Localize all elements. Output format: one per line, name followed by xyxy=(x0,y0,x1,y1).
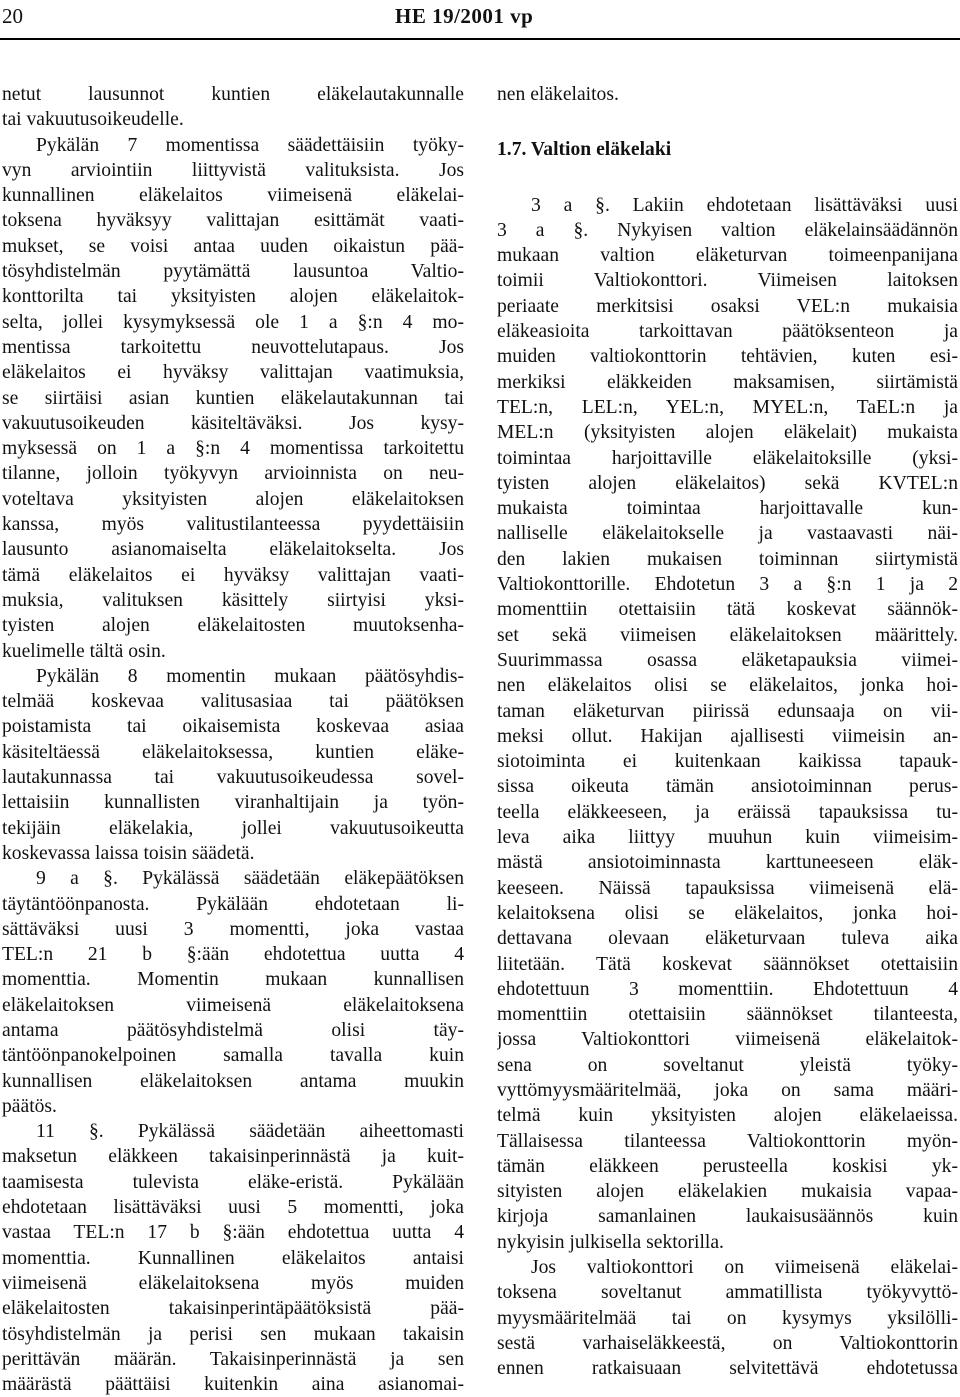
text-line: eläkelaitosten takaisinperintäpäätöksistä pää- xyxy=(2,1298,464,1320)
text-line: keeseen. Näissä tapauksissa viimeisenä elä- xyxy=(497,877,958,899)
text-line: selta, jollei kysymyksessä ole 1 a §:n 4 mo- xyxy=(2,311,464,333)
text-line: tämän eläkkeen perusteella koskisi yk- xyxy=(497,1155,958,1177)
text-line: Pykälän 7 momentissa säädettäisiin työky- xyxy=(36,134,464,156)
text-line: MEL:n (yksityisten alojen eläkelait) mukaista xyxy=(497,422,958,444)
text-line: eläkelaitoksen viimeisenä eläkelaitoksena xyxy=(2,994,464,1016)
text-line: lautakunnassa tai vakuutusoikeudessa sovel- xyxy=(2,767,464,789)
text-line: meksi ollut. Hakijan ajallisesti viimeisin an- xyxy=(497,725,958,747)
text-line: nen eläkelaitos. xyxy=(497,84,619,105)
text-line: 11 §. Pykälässä säädetään aiheettomasti xyxy=(36,1121,464,1143)
text-line: dettavana olevaan eläketurvaan tuleva aika xyxy=(497,928,958,950)
text-line: taman eläketurvan piirissä edunsaaja on vii- xyxy=(497,700,958,722)
text-line: nalliselle eläkelaitokselle ja vastaavasti näi- xyxy=(497,523,958,545)
text-line: vastaa TEL:n 17 b §:ään ehdotettua uutta 4 xyxy=(2,1222,464,1244)
text-line: sestä varhaiseläkkeestä, on Valtiokonttorin xyxy=(497,1332,958,1354)
text-line: muksia, valituksen käsittely siirtyisi yksi- xyxy=(2,589,464,611)
page-number: 20 xyxy=(2,4,23,28)
text-line: jossa Valtiokonttori viimeisenä eläkelaitok- xyxy=(497,1029,958,1051)
paragraph-gap xyxy=(497,107,958,137)
text-line: sityisten alojen eläkelakien mukaisia vapaa- xyxy=(497,1181,958,1203)
text-line: 3 a §. Lakiin ehdotetaan lisättäväksi uusi xyxy=(531,194,958,216)
text-line: TEL:n 21 b §:ään ehdotettua uutta 4 xyxy=(2,944,464,966)
text-line: den lakien mukaisen toiminnan siirtymistä xyxy=(497,548,958,570)
text-line: Pykälän 8 momentin mukaan päätösyhdis- xyxy=(36,665,464,687)
page-header xyxy=(0,0,960,40)
text-line: Valtiokonttorille. Ehdotetun 3 a §:n 1 ja 2 xyxy=(497,574,958,596)
text-line: muiden valtiokonttorin tehtävien, kuten esi- xyxy=(497,346,958,368)
text-line: vyttömyysmääritelmää, joka on sama määri- xyxy=(497,1079,958,1101)
text-line: myysmääritelmää tai on kysymys yksilölli- xyxy=(497,1307,958,1329)
text-line: momenttiin otettaisiin säännökset tilanteesta, xyxy=(497,1004,958,1026)
text-line: mentissa tarkoitettu neuvottelutapaus. Jos xyxy=(2,336,464,358)
text-line: mukaan valtion eläketurvan toimeenpanijana xyxy=(497,245,958,267)
text-line: poistamista tai oikaisemista koskevaa asiaa xyxy=(2,716,464,738)
text-line: sättäväksi uusi 3 momentti, joka vastaa xyxy=(2,918,464,940)
text-line: 9 a §. Pykälässä säädetään eläkepäätöksen xyxy=(36,868,464,890)
text-line: toimii Valtiokonttori. Viimeisen laitoksen xyxy=(497,270,958,292)
text-line: mukset, se voisi antaa uuden oikaistun pää- xyxy=(2,235,464,257)
text-line: kanssa, myös valitustilanteessa pyydettäisiin xyxy=(2,514,464,536)
paragraph-gap xyxy=(497,163,958,193)
text-line: periaate merkitsisi osaksi VEL:n mukaisia xyxy=(497,295,958,317)
text-line: koskevassa laissa toisin säädetä. xyxy=(2,842,255,864)
text-line: tyisten alojen eläkelaitosten muutoksenha- xyxy=(2,615,464,637)
text-line: lausunto asianomaiselta eläkelaitokselta. Jos xyxy=(2,539,464,561)
text-line: Tällaisessa tilanteessa Valtiokonttorin myön- xyxy=(497,1130,958,1152)
text-line: se siirtäisi asian kuntien eläkelautakunnan tai xyxy=(2,387,464,409)
text-line: nen eläkelaitos olisi se eläkelaitos, jonka hoi- xyxy=(497,675,958,697)
text-line: tösyhdistelmän ja perisi sen mukaan takaisin xyxy=(2,1323,464,1345)
text-line: ehdotetaan lisättäväksi uusi 5 momentti, joka xyxy=(2,1197,464,1219)
text-line: merkiksi eläkkeiden maksamisen, siirtämistä xyxy=(497,371,958,393)
document-id: HE 19/2001 vp xyxy=(395,4,534,28)
text-line: nykyisin julkisella sektorilla. xyxy=(497,1231,724,1253)
text-line: momenttia. Momentin mukaan kunnallisen xyxy=(2,969,464,991)
text-line: tösyhdistelmän pyytämättä lausuntoa Valtio- xyxy=(2,261,464,283)
section-heading: 1.7. Valtion eläkelaki xyxy=(497,139,672,161)
text-line: sena on soveltanut yleistä työky- xyxy=(497,1054,958,1076)
text-line: perittävän määrän. Takaisinperinnästä ja sen xyxy=(2,1348,464,1370)
text-line: eläkelaitos ei hyväksy valittajan vaatimuksia, xyxy=(2,362,464,384)
text-line: Suurimmassa osassa eläketapauksia viimei- xyxy=(497,649,958,671)
text-line: siotoiminta ei kuitenkaan kaikissa tapauk- xyxy=(497,751,958,773)
text-line: päätös. xyxy=(2,1095,57,1117)
text-line: lettaisiin kunnallisten viranhaltijain ja työn- xyxy=(2,792,464,814)
text-line: kelaitoksena olisi se eläkelaitos, jonka hoi- xyxy=(497,902,958,924)
text-line: tyisten alojen eläkelaitos) sekä KVTEL:n xyxy=(497,472,958,494)
text-line: kunnallinen eläkelaitos viimeisenä eläkelai- xyxy=(2,185,464,207)
text-line: mästä ansiotoiminnasta karttuneeseen eläk- xyxy=(497,852,958,874)
text-line: TEL:n, LEL:n, YEL:n, MYEL:n, TaEL:n ja xyxy=(497,396,958,418)
text-line: liitetään. Tätä koskevat säännökset otettaisiin xyxy=(497,953,958,975)
text-line: kunnallisen eläkelaitoksen antama muukin xyxy=(2,1070,464,1092)
text-line: vyn arviointiin liittyvistä valituksista. Jos xyxy=(2,159,464,181)
text-line: tämä eläkelaitos ei hyväksy valittajan vaati- xyxy=(2,564,464,586)
text-line: täytäntöönpanosta. Pykälään ehdotetaan li- xyxy=(2,893,464,915)
text-line: momenttia. Kunnallinen eläkelaitos antaisi xyxy=(2,1247,464,1269)
text-line: momenttiin otettaisiin tätä koskevat säännök- xyxy=(497,599,958,621)
text-line: sissa oikeuta tämän ansiotoiminnan perus- xyxy=(497,776,958,798)
text-line: maksetun eläkkeen takaisinperinnästä ja kuit- xyxy=(2,1146,464,1168)
right-column xyxy=(497,82,958,1382)
text-line: telmä kuin yksityisten alojen eläkelaeissa. xyxy=(497,1105,958,1127)
text-line: eläkeasioita tarkoittavan päätöksenteon ja xyxy=(497,321,958,343)
text-line: ennen ratkaisuaan selvitettävä ehdotetussa xyxy=(497,1358,958,1380)
text-line: antama päätösyhdistelmä olisi täy- xyxy=(2,1019,464,1041)
text-line: leva aika liittyy muuhun kuin viimeisim- xyxy=(497,827,958,849)
text-line: telmää koskevaa valitusasiaa tai päätöksen xyxy=(2,691,464,713)
text-line: set sekä viimeisen eläkelaitoksen määrittely. xyxy=(497,624,958,646)
text-line: vakuutusoikeuden käsiteltäväksi. Jos kysy- xyxy=(2,412,464,434)
text-line: kirjoja samanlainen laukaisusäännös kuin xyxy=(497,1206,958,1228)
text-line: viimeisenä eläkelaitoksena myös muiden xyxy=(2,1272,464,1294)
text-line: täntöönpanokelpoinen samalla tavalla kuin xyxy=(2,1045,464,1067)
text-line: taamisesta tulevista eläke-eristä. Pykälään xyxy=(2,1171,464,1193)
text-line: ehdotettuun 3 momenttiin. Ehdotettuun 4 xyxy=(497,978,958,1000)
text-line: tai vakuutusoikeudelle. xyxy=(2,109,184,131)
text-line: 3 a §. Nykyisen valtion eläkelainsäädännön xyxy=(497,219,958,241)
text-line: netut lausunnot kuntien eläkelautakunnalle xyxy=(2,84,464,105)
text-line: teella eläkkeeseen, ja eräissä tapauksissa tu- xyxy=(497,801,958,823)
text-line: toksena hyväksyy valittajan esittämät vaati- xyxy=(2,210,464,232)
header-rule xyxy=(0,38,960,40)
text-line: voteltava yksityisten alojen eläkelaitoksen xyxy=(2,488,464,510)
text-line: tekijäin eläkelakia, jollei vakuutusoikeutta xyxy=(2,817,464,839)
text-line: määrästä päättäisi kuitenkin aina asianomai- xyxy=(2,1374,464,1396)
left-column xyxy=(2,82,464,1397)
text-line: käsiteltäessä eläkelaitoksessa, kuntien eläke- xyxy=(2,741,464,763)
text-line: kuelimelle tältä osin. xyxy=(2,640,166,662)
text-line: konttorilta tai yksityisten alojen eläkelaitok- xyxy=(2,286,464,308)
text-line: toksena soveltanut ammatillista työkyvyttö- xyxy=(497,1282,958,1304)
text-line: toimintaa harjoittaville eläkelaitoksille (yksi- xyxy=(497,447,958,469)
text-line: myksessä on 1 a §:n 4 momentissa tarkoitettu xyxy=(2,438,464,460)
text-line: Jos valtiokonttori on viimeisenä eläkelai- xyxy=(531,1257,958,1279)
text-line: tilanne, jolloin työkyvyn arvioinnista on neu- xyxy=(2,463,464,485)
text-line: mukaista toimintaa harjoittavalle kun- xyxy=(497,498,958,520)
